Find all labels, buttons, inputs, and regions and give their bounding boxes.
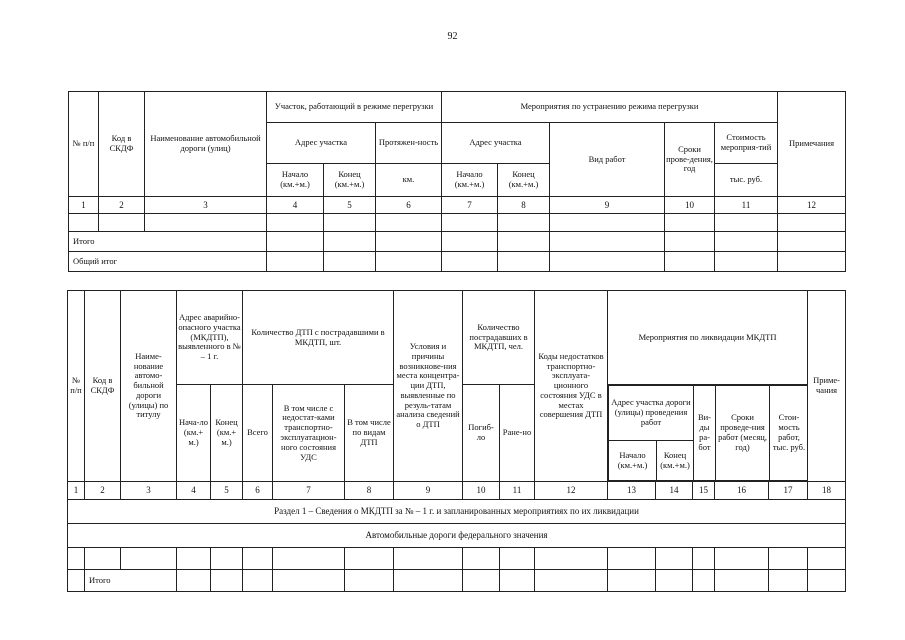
table-row — [68, 548, 846, 570]
page-number: 92 — [447, 31, 458, 42]
header-uds-defects: В том числе с недостат-ками транспортно-эксплуатацион-ного состояния УДС — [273, 385, 345, 482]
col-number: 1 — [69, 197, 99, 214]
col-number: 10 — [463, 482, 500, 500]
measures-subheader — [608, 385, 808, 481]
header-start: Нача-ло (км.+ м.) — [177, 385, 211, 482]
header-total: Всего — [243, 385, 273, 482]
header-road-name: Наименование автомобильной дороги (улиц) — [145, 92, 267, 197]
col-number: 5 — [211, 482, 243, 500]
col-number: 16 — [715, 482, 769, 500]
col-number: 13 — [608, 482, 656, 500]
header-killed: Погиб-ло — [463, 385, 500, 482]
col-number: 8 — [345, 482, 394, 500]
grand-total-row — [69, 252, 846, 272]
header-code: Код в СКДФ — [99, 92, 145, 197]
col-number: 12 — [535, 482, 608, 500]
header-end: Конец (км.+ м.) — [211, 385, 243, 482]
col-number: 15 — [693, 482, 715, 500]
header-cost: Стоимость мероприя-тий — [715, 123, 778, 164]
header-measures: Мероприятия по ликвидации МКДТП — [608, 291, 808, 385]
header-dtp-count: Количество ДТП с пострадавшими в МКДТП, шт. — [243, 291, 394, 385]
col-number: 2 — [85, 482, 121, 500]
header-num: № п/п — [69, 92, 99, 197]
grand-total-label: Общий итог — [69, 252, 267, 272]
col-number: 9 — [394, 482, 463, 500]
header-measure-start: Начало (км.+м.) — [442, 164, 498, 197]
header-length: Протяжен-ность — [376, 123, 442, 164]
header-code: Код в СКДФ — [85, 291, 121, 482]
col-number: 11 — [500, 482, 535, 500]
col-number: 17 — [769, 482, 808, 500]
header-num: № п/п — [68, 291, 85, 482]
header-road-name: Наиме-нование автомо-бильной дороги (улицы) по титулу — [121, 291, 177, 482]
col-number: 18 — [808, 482, 846, 500]
header-cost-unit: тыс. руб. — [715, 164, 778, 197]
header-measure-start: Начало (км.+м.) — [609, 441, 657, 481]
header-start: Начало (км.+м.) — [267, 164, 324, 197]
col-number: 14 — [656, 482, 693, 500]
col-number: 6 — [243, 482, 273, 500]
col-number: 2 — [99, 197, 145, 214]
header-overload-section: Участок, работающий в режиме перегрузки — [267, 92, 442, 123]
header-address: Адрес участка — [267, 123, 376, 164]
mkdtp-table — [67, 290, 846, 592]
header-conditions: Условия и причины возникнове-ния места концентра-ции ДТП, выявленные по резуль-татам анализа сведений о ДТП — [394, 291, 463, 482]
roads-title: Автомобильные дороги федерального значения — [68, 524, 846, 548]
col-number: 10 — [665, 197, 715, 214]
total-label: Итого — [85, 570, 177, 592]
col-number: 3 — [121, 482, 177, 500]
header-work-types: Ви-ды ра-бот — [694, 386, 716, 481]
header-address: Адрес аварийно-опасного участка (МКДТП), выявленного в № – 1 г. — [177, 291, 243, 385]
col-number: 6 — [376, 197, 442, 214]
col-number: 12 — [778, 197, 846, 214]
header-measure-address: Адрес участка — [442, 123, 550, 164]
header-measure-end: Конец (км.+м.) — [657, 441, 694, 481]
header-measure-end: Конец (км.+м.) — [498, 164, 550, 197]
header-km: км. — [376, 164, 442, 197]
header-terms: Сроки проведе-ния работ (месяц, год) — [716, 386, 770, 481]
col-number: 9 — [550, 197, 665, 214]
col-number: 5 — [324, 197, 376, 214]
overload-sections-table — [68, 91, 846, 272]
header-by-type: В том числе по видам ДТП — [345, 385, 394, 482]
col-number: 1 — [68, 482, 85, 500]
section-title: Раздел 1 – Сведения о МКДТП за № – 1 г. и запланированных мероприятиях по их ликвидации — [68, 500, 846, 524]
header-notes: Примечания — [778, 92, 846, 197]
header-measure-address: Адрес участка дороги (улицы) проведения работ — [609, 386, 694, 441]
total-row — [68, 570, 846, 592]
header-end: Конец (км.+м.) — [324, 164, 376, 197]
header-work-type: Вид работ — [550, 123, 665, 197]
header-defect-codes: Коды недостатков транспортно-эксплуата-ционного состояния УДС в местах совершения ДТП — [535, 291, 608, 482]
header-terms: Сроки прове-дения, год — [665, 123, 715, 197]
col-number: 4 — [267, 197, 324, 214]
col-number: 7 — [273, 482, 345, 500]
col-number: 3 — [145, 197, 267, 214]
total-row — [69, 232, 846, 252]
header-injured: Ране-но — [500, 385, 535, 482]
col-number: 7 — [442, 197, 498, 214]
col-number: 4 — [177, 482, 211, 500]
table-row — [69, 214, 846, 232]
col-number: 11 — [715, 197, 778, 214]
header-cost: Стои-мость работ, тыс. руб. — [770, 386, 808, 481]
col-number: 8 — [498, 197, 550, 214]
header-notes: Приме-чания — [808, 291, 846, 482]
header-measures: Мероприятия по устранению режима перегрузки — [442, 92, 778, 123]
header-victims: Количество пострадавших в МКДТП, чел. — [463, 291, 535, 385]
total-label: Итого — [69, 232, 267, 252]
